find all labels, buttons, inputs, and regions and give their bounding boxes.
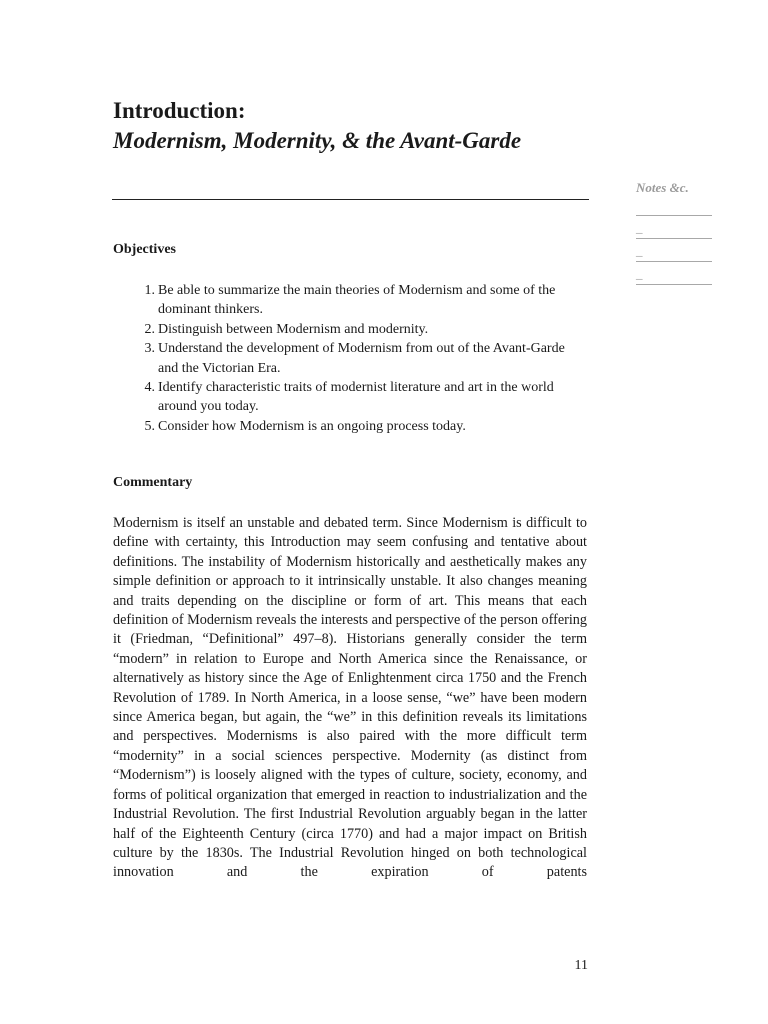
chapter-subtitle: Modernism, Modernity, & the Avant-Garde: [113, 128, 522, 153]
notes-margin: [636, 180, 712, 285]
objective-text: Understand the development of Modernism from out of the Avant-Garde and the Victorian Era.: [158, 341, 565, 376]
note-dash: _: [636, 266, 643, 281]
title-divider: [112, 199, 589, 200]
objective-number: 2.: [144, 321, 155, 337]
note-dash: _: [636, 220, 643, 235]
objective-text: Consider how Modernism is an ongoing process today.: [158, 418, 466, 434]
objective-item: [113, 339, 588, 378]
note-line: [636, 284, 712, 285]
objectives-list: [113, 281, 588, 436]
objective-text: Be able to summarize the main theories of Modernism and some of the dominant thinkers.: [158, 283, 556, 318]
objective-item: [113, 320, 588, 339]
objectives-heading: Objectives: [113, 242, 176, 257]
commentary-paragraph: Modernism is itself an unstable and debated term. Since Modernism is difficult to define with certainty, this Introduction may seem confusing and tentative about definitions. The instability of Modernism historically and aesthetically makes any simple definition or approach to it intrinsically unstable. It also changes meaning and traits depending on the discipline or form of art. This means that each definition of Modernism reveals the interests and perspective of the person offering it (Friedman, “Definitional” 497–8). Historians generally consider the term “modern” in relation to Europe and North America since the Renaissance, or alternatively as history since the Age of Enlightenment circa 1750 and the French Revolution of 1789. In North America, in a loose sense, “we” have been modern since America began, but again, the “we” in this definition reveals its limitations and perspectives. Modernisms is also paired with the more difficult term “modernity” in a social sciences perspective. Modernity (as distinct from “Modernism”) is loosely aligned with the types of culture, society, economy, and forms of political organization that emerged in reaction to industrialization and the Industrial Revolution. The first Industrial Revolution arguably began in the latter half of the Eighteenth Century (circa 1770) and had a major impact on British culture by the 1830s. The Industrial Revolution hinged on both technological innovation and the expiration of patents: [113, 515, 587, 881]
page-number: 11: [574, 958, 588, 973]
objective-number: 4.: [144, 380, 155, 396]
commentary-heading: Commentary: [113, 475, 193, 490]
notes-heading: Notes &c.: [636, 180, 689, 195]
objective-number: 3.: [144, 341, 155, 357]
chapter-title-line1: Introduction:: [113, 98, 246, 123]
objective-item: [113, 417, 588, 436]
objective-item: [113, 281, 588, 320]
note-dash: _: [636, 243, 643, 258]
chapter-title: [113, 96, 593, 156]
objective-number: 1.: [144, 283, 155, 298]
objective-text: Distinguish between Modernism and modernity.: [158, 321, 429, 337]
objective-item: [113, 378, 588, 417]
objective-number: 5.: [144, 418, 155, 434]
objective-text: Identify characteristic traits of modernist literature and art in the world around you today.: [158, 380, 554, 415]
